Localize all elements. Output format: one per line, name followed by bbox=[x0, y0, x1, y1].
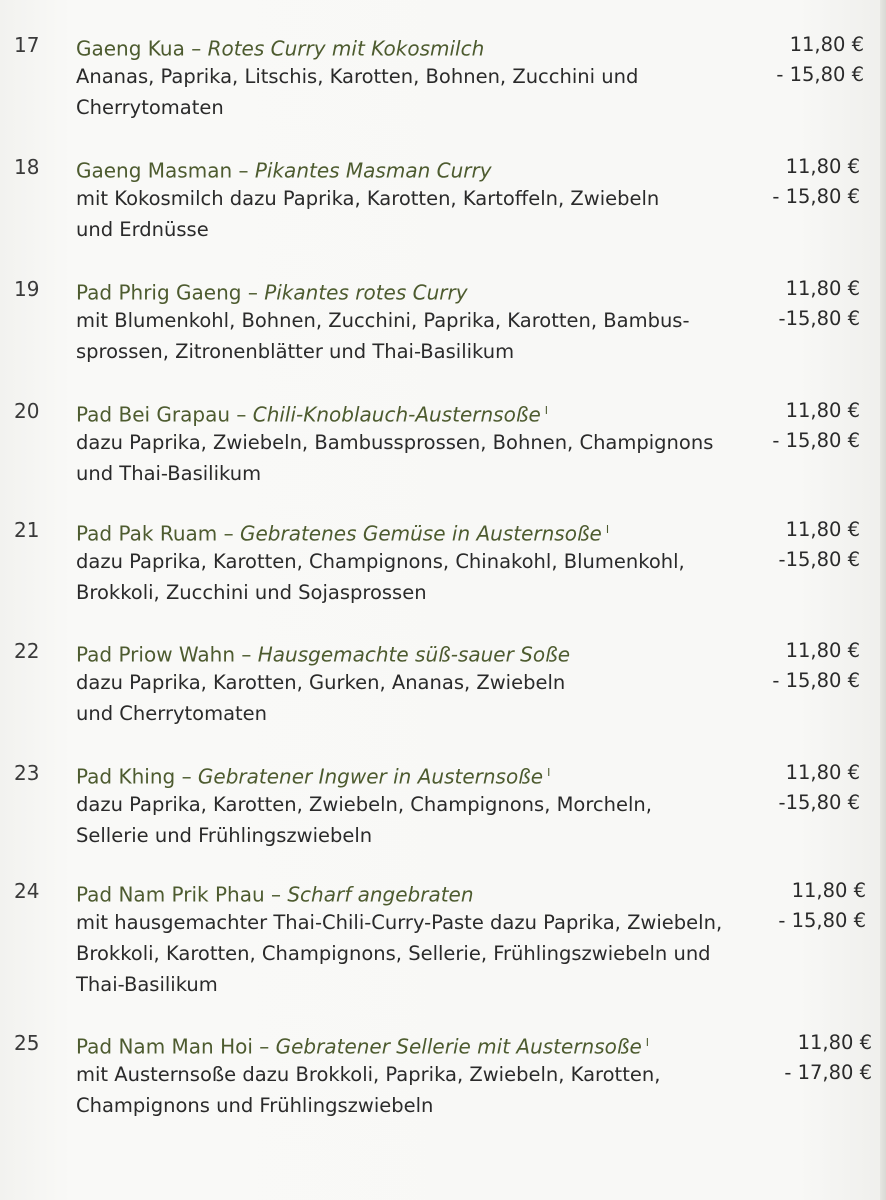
item-number: 23 bbox=[14, 761, 40, 785]
item-number: 20 bbox=[14, 399, 40, 423]
item-description: dazu Paprika, Karotten, Gurken, Ananas, Zwiebeln und Cherrytomaten bbox=[76, 671, 566, 725]
item-subtitle: Chili-Knoblauch-Austernsoße bbox=[252, 402, 541, 427]
price-from: 11,80 € bbox=[785, 639, 860, 662]
price-from: 11,80 € bbox=[785, 761, 860, 784]
price-from: 11,80 € bbox=[785, 277, 860, 300]
page-edge bbox=[880, 0, 886, 1200]
item-description: Ananas, Paprika, Litschis, Karotten, Bohnen, Zucchini und Cherrytomaten bbox=[76, 65, 639, 119]
price-to: - 15,80 € bbox=[772, 429, 860, 452]
item-name: Pad Nam Prik Phau bbox=[76, 882, 265, 907]
item-price bbox=[779, 758, 860, 818]
item-price bbox=[776, 30, 864, 90]
item-name: Pad Khing bbox=[76, 764, 176, 789]
item-title: Pad Nam Prik Phau – Scharf angebraten bbox=[76, 882, 474, 907]
item-title: Pad Priow Wahn – Hausgemachte süß-sauer Soße bbox=[76, 642, 571, 667]
item-price bbox=[779, 515, 860, 575]
item-title: Pad Phrig Gaeng – Pikantes rotes Curry bbox=[76, 280, 468, 305]
item-subtitle: Rotes Curry mit Kokosmilch bbox=[207, 36, 485, 61]
price-from: 11,80 € bbox=[785, 399, 860, 422]
price-from: 11,80 € bbox=[791, 879, 866, 902]
item-number: 22 bbox=[14, 639, 40, 663]
price-from: 11,80 € bbox=[797, 1031, 872, 1054]
item-price bbox=[779, 274, 860, 334]
item-name: Pad Pak Ruam bbox=[76, 521, 218, 546]
price-to: -15,80 € bbox=[778, 791, 860, 814]
item-title: Pad Khing – Gebratener Ingwer in Austernsoße $^I$ bbox=[76, 764, 551, 789]
price-from: 11,80 € bbox=[789, 33, 864, 56]
item-title: Gaeng Kua – Rotes Curry mit Kokosmilch bbox=[76, 36, 485, 61]
item-name: Pad Phrig Gaeng bbox=[76, 280, 242, 305]
item-price bbox=[784, 1028, 872, 1088]
price-from: 11,80 € bbox=[785, 155, 860, 178]
item-description: mit Austernsoße dazu Brokkoli, Paprika, Zwiebeln, Karotten, Champignons und Frühlingszwiebeln bbox=[76, 1063, 661, 1117]
item-name: Pad Nam Man Hoi bbox=[76, 1034, 253, 1059]
item-name: Pad Bei Grapau bbox=[76, 402, 231, 427]
item-number: 18 bbox=[14, 155, 40, 179]
item-subtitle: Pikantes rotes Curry bbox=[264, 280, 468, 305]
item-number: 25 bbox=[14, 1031, 40, 1055]
item-subtitle: Gebratenes Gemüse in Austernsoße bbox=[239, 521, 602, 546]
item-price bbox=[772, 152, 860, 212]
item-subtitle: Hausgemachte süß-sauer Soße bbox=[257, 642, 571, 667]
price-to: - 15,80 € bbox=[776, 63, 864, 86]
price-to: - 15,80 € bbox=[772, 185, 860, 208]
item-description: mit Kokosmilch dazu Paprika, Karotten, Kartoffeln, Zwiebeln und Erdnüsse bbox=[76, 187, 660, 241]
item-description: dazu Paprika, Karotten, Champignons, Chinakohl, Blumenkohl, Brokkoli, Zucchini und Sojasprossen bbox=[76, 550, 685, 604]
item-number: 24 bbox=[14, 879, 40, 903]
item-price bbox=[772, 636, 860, 696]
item-description: dazu Paprika, Karotten, Zwiebeln, Champignons, Morcheln, Sellerie und Frühlingszwiebeln bbox=[76, 793, 652, 847]
item-number: 21 bbox=[14, 518, 40, 542]
price-to: - 15,80 € bbox=[772, 669, 860, 692]
allergen-mark: I bbox=[645, 1036, 650, 1049]
price-to: -15,80 € bbox=[778, 548, 860, 571]
item-description: dazu Paprika, Zwiebeln, Bambussprossen, Bohnen, Champignons und Thai-Basilikum bbox=[76, 431, 714, 485]
item-number: 19 bbox=[14, 277, 40, 301]
item-title: Gaeng Masman – Pikantes Masman Curry bbox=[76, 158, 492, 183]
item-price bbox=[778, 876, 866, 936]
item-description: mit Blumenkohl, Bohnen, Zucchini, Paprika, Karotten, Bambus- sprossen, Zitronenblätter und Thai-Basilikum bbox=[76, 309, 690, 363]
item-name: Pad Priow Wahn bbox=[76, 642, 236, 667]
item-name: Gaeng Masman bbox=[76, 158, 233, 183]
allergen-mark: I bbox=[544, 404, 548, 417]
item-description: mit hausgemachter Thai-Chili-Curry-Paste dazu Paprika, Zwiebeln, Brokkoli, Karotten, Champignons, Sellerie, Frühlingszwiebeln und Thai-Basilikum bbox=[76, 911, 723, 996]
item-subtitle: Gebratener Ingwer in Austernsoße bbox=[197, 764, 544, 789]
item-title: Pad Pak Ruam – Gebratenes Gemüse in Austernsoße $^I$ bbox=[76, 521, 610, 546]
price-to: - 15,80 € bbox=[778, 909, 866, 932]
item-number: 17 bbox=[14, 33, 40, 57]
item-subtitle: Gebratener Sellerie mit Austernsoße bbox=[275, 1034, 642, 1059]
item-title: Pad Bei Grapau – Chili-Knoblauch-Austernsoße $^I$ bbox=[76, 402, 548, 427]
price-to: - 17,80 € bbox=[784, 1061, 872, 1084]
item-subtitle: Pikantes Masman Curry bbox=[254, 158, 492, 183]
price-from: 11,80 € bbox=[785, 518, 860, 541]
allergen-mark: I bbox=[605, 523, 610, 536]
item-title: Pad Nam Man Hoi – Gebratener Sellerie mit Austernsoße $^I$ bbox=[76, 1034, 650, 1059]
price-to: -15,80 € bbox=[778, 307, 860, 330]
allergen-mark: I bbox=[547, 766, 551, 779]
item-subtitle: Scharf angebraten bbox=[287, 882, 474, 907]
item-name: Gaeng Kua bbox=[76, 36, 185, 61]
item-price bbox=[772, 396, 860, 456]
